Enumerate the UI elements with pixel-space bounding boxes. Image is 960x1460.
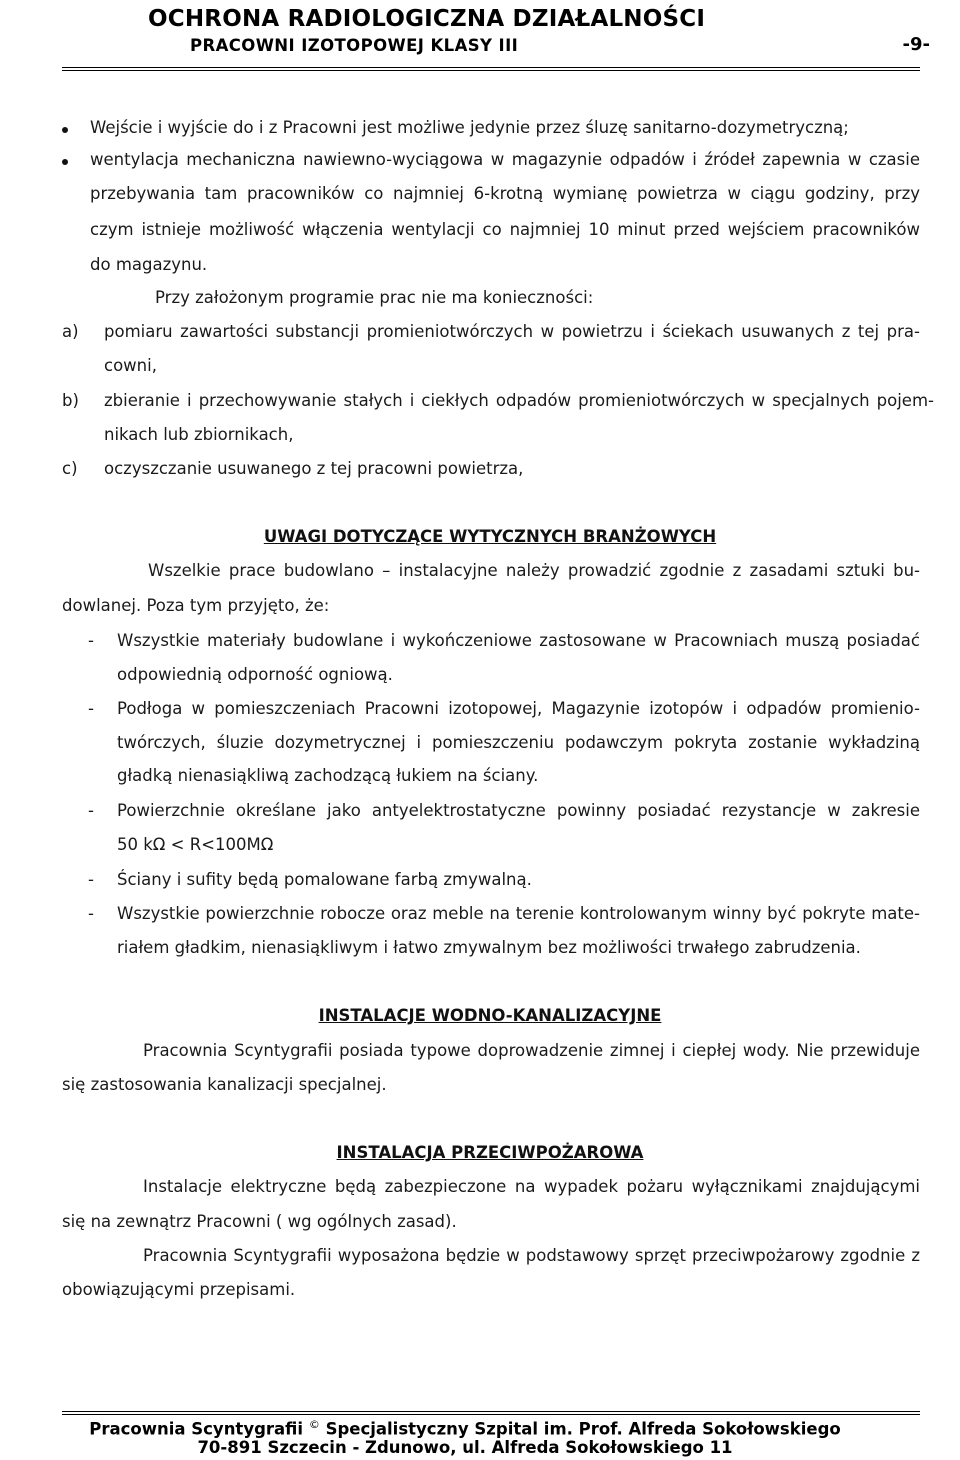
- list-marker: c): [62, 459, 78, 478]
- uwagi-item-text: gładką nienasiąkliwą zachodzącą łukiem na ściany.: [117, 766, 539, 785]
- uwagi-item-text: odpowiednią odporność ogniową.: [117, 665, 393, 684]
- list-item-text: oczyszczanie usuwanego z tej pracowni powietrza,: [104, 459, 524, 478]
- footer-address: 70-891 Szczecin - Zdunowo, ul. Alfreda Sokołowskiego 11: [197, 1438, 733, 1457]
- uwagi-item-text: Ściany i sufity będą pomalowane farbą zmywalną.: [117, 870, 532, 889]
- section-heading-uwagi: UWAGI DOTYCZĄCE WYTYCZNYCH BRANŻOWYCH: [263, 527, 717, 546]
- program-intro: Przy założonym programie prac nie ma konieczności:: [155, 288, 594, 307]
- uwagi-item-text: twórczych, śluzie dozymetrycznej i pomieszczeniu podawczym pokryta zostanie wykładziną: [117, 733, 920, 752]
- document-subtitle: PRACOWNI IZOTOPOWEJ KLASY III: [190, 36, 519, 55]
- bullet-text: przebywania tam pracowników co najmniej 6-krotną wymianę powietrza w ciągu godziny, przy: [90, 184, 920, 203]
- header-rule-top: [62, 67, 920, 68]
- ppoz-line: obowiązującymi przepisami.: [62, 1280, 296, 1299]
- dash-marker: -: [88, 801, 94, 820]
- bullet-icon: [62, 159, 68, 165]
- section-heading-ppoz: INSTALACJA PRZECIWPOŻAROWA: [336, 1143, 644, 1162]
- list-item-text: pomiaru zawartości substancji promieniotwórczych w powietrzu i ściekach usuwanych z tej pra-: [104, 322, 920, 341]
- bullet-text: do magazynu.: [90, 255, 208, 274]
- wodkan-line: się zastosowania kanalizacji specjalnej.: [62, 1075, 387, 1094]
- list-item-text: cowni,: [104, 356, 157, 375]
- footer-clinic: Pracownia Scyntygrafii: [89, 1419, 304, 1439]
- uwagi-item-text: Wszystkie materiały budowlane i wykończeniowe zastosowane w Pracowniach muszą posiadać: [117, 631, 920, 650]
- ppoz-line: się na zewnątrz Pracowni ( wg ogólnych zasad).: [62, 1212, 457, 1231]
- footer-line-1: [0, 1418, 930, 1439]
- wodkan-line: Pracownia Scyntygrafii posiada typowe doprowadzenie zimnej i ciepłej wody. Nie przewiduje: [143, 1041, 920, 1060]
- ppoz-line: Pracownia Scyntygrafii wyposażona będzie w podstawowy sprzęt przeciwpożarowy zgodnie z: [143, 1246, 920, 1265]
- dash-marker: -: [88, 699, 94, 718]
- section-heading-wodkan: INSTALACJE WODNO-KANALIZACYJNE: [318, 1006, 662, 1025]
- footer-rule-bottom: [62, 1414, 920, 1415]
- page-number: -9-: [902, 34, 930, 55]
- bullet-text: czym istnieje możliwość włączenia wentylacji co najmniej 10 minut przed wejściem pracowników: [90, 220, 920, 239]
- bullet-text: wentylacja mechaniczna nawiewno-wyciągowa w magazynie odpadów i źródeł zapewnia w czasie: [90, 150, 920, 169]
- list-marker: b): [62, 391, 79, 410]
- uwagi-item-text: riałem gładkim, nienasiąkliwym i łatwo zmywalnym bez możliwości trwałego zabrudzenia.: [117, 938, 861, 957]
- bullet-icon: [62, 127, 68, 133]
- uwagi-item-text: Podłoga w pomieszczeniach Pracowni izotopowej, Magazynie izotopów i odpadów promienio-: [117, 699, 920, 718]
- copyright-icon: ©: [308, 1418, 320, 1431]
- list-item-text: nikach lub zbiornikach,: [104, 425, 294, 444]
- ppoz-line: Instalacje elektryczne będą zabezpieczone na wypadek pożaru wyłącznikami znajdującymi: [143, 1177, 920, 1196]
- dash-marker: -: [88, 870, 94, 889]
- dash-marker: -: [88, 904, 94, 923]
- uwagi-intro-line: dowlanej. Poza tym przyjęto, że:: [62, 596, 330, 615]
- list-item-text: zbieranie i przechowywanie stałych i ciekłych odpadów promieniotwórczych w specjalnych pojem-: [104, 391, 934, 410]
- document-title: OCHRONA RADIOLOGICZNA DZIAŁALNOŚCI: [148, 6, 706, 32]
- uwagi-item-text: Wszystkie powierzchnie robocze oraz meble na terenie kontrolowanym winny być pokryte mate-: [117, 904, 920, 923]
- list-marker: a): [62, 322, 79, 341]
- uwagi-item-text: Powierzchnie określane jako antyelektrostatyczne powinny posiadać rezystancje w zakresie: [117, 801, 920, 820]
- uwagi-intro-line: Wszelkie prace budowlano – instalacyjne należy prowadzić zgodnie z zasadami sztuki bu-: [148, 561, 920, 580]
- uwagi-item-text: 50 kΩ < R<100MΩ: [117, 835, 274, 854]
- footer-rule-top: [62, 1411, 920, 1412]
- footer-hospital: Specjalistyczny Szpital im. Prof. Alfreda Sokołowskiego: [325, 1419, 841, 1439]
- header-rule-bottom: [62, 70, 920, 71]
- dash-marker: -: [88, 631, 94, 650]
- bullet-text: Wejście i wyjście do i z Pracowni jest możliwe jedynie przez śluzę sanitarno-dozymetryczną;: [90, 118, 849, 137]
